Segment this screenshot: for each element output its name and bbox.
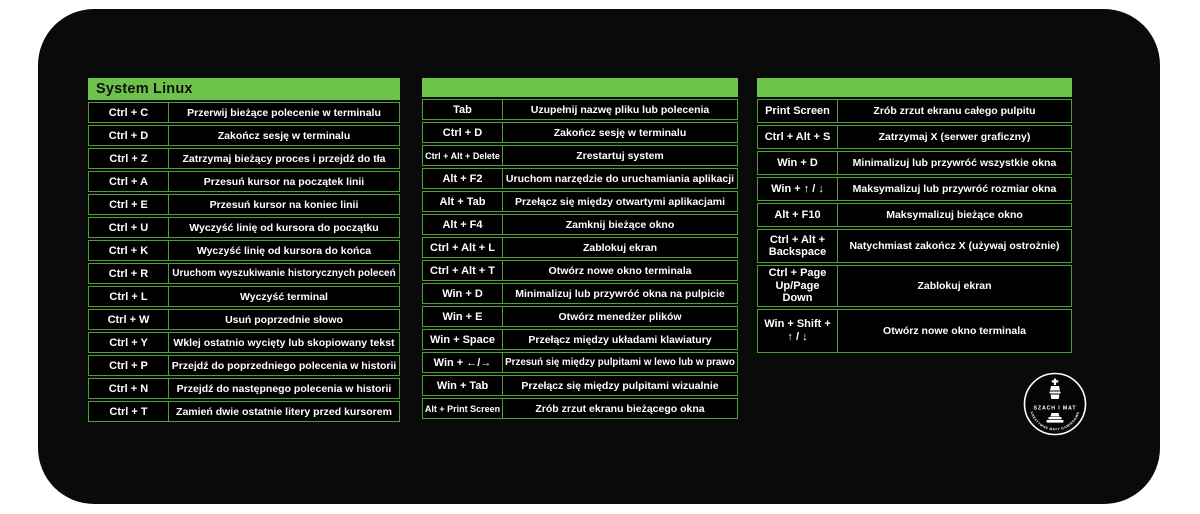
shortcut-description: Wklej ostatnio wycięty lub skopiowany tekst (173, 336, 395, 349)
shortcut-row (422, 237, 738, 258)
shortcut-key: Ctrl + N (89, 379, 169, 398)
shortcut-row (88, 125, 400, 146)
table-header-strip (422, 78, 738, 97)
shortcut-key: Ctrl + A (89, 172, 169, 191)
shortcut-key: Win + D (758, 152, 838, 174)
shortcut-key: Ctrl + Alt + S (758, 126, 838, 148)
shortcut-row (422, 214, 738, 235)
shortcut-row (422, 352, 738, 373)
shortcut-description: Zamień dwie ostatnie litery przed kursorem (176, 405, 392, 418)
shortcut-key: Alt + F4 (423, 215, 503, 234)
shortcut-key: Win + Tab (423, 376, 503, 395)
shortcut-key: Win + D (423, 284, 503, 303)
shortcut-row (88, 148, 400, 169)
shortcut-key: Alt + F2 (423, 169, 503, 188)
table-system-shortcuts (422, 78, 738, 419)
shortcut-row (88, 217, 400, 238)
logo-brand-text: SZACH I MAT (1033, 405, 1077, 412)
shortcut-description: Przełącz się między otwartymi aplikacjami (514, 195, 726, 208)
shortcut-row (422, 122, 738, 143)
shortcut-key: Win + ←/→ (423, 353, 503, 372)
shortcut-row (422, 99, 738, 120)
shortcut-key: Ctrl + K (89, 241, 169, 260)
shortcut-row (757, 265, 1072, 307)
shortcut-description: Minimalizuj lub przywróć okna na pulpicie (515, 287, 725, 300)
table-linux-terminal-shortcuts (88, 78, 400, 422)
shortcut-key: Win + ↑ / ↓ (758, 178, 838, 200)
shortcut-description: Zamknij bieżące okno (565, 218, 675, 231)
shortcut-description: Zablokuj ekran (917, 279, 992, 292)
shortcut-row (422, 306, 738, 327)
table-header-strip (757, 78, 1072, 97)
shortcut-key: Ctrl + Alt + T (423, 261, 503, 280)
shortcut-description: Przesuń kursor na początek linii (203, 175, 365, 188)
shortcut-key: Ctrl + D (423, 123, 503, 142)
shortcut-description: Wyczyść terminal (240, 290, 328, 303)
shortcut-row (757, 151, 1072, 175)
shortcut-description: Maksymalizuj lub przywróć rozmiar okna (852, 183, 1057, 195)
shortcut-row (757, 203, 1072, 227)
shortcut-row (88, 355, 400, 376)
shortcut-description: Wyczyść linię od kursora do końca (196, 244, 372, 257)
shortcut-description: Zrestartuj system (576, 149, 664, 162)
shortcut-description: Usuń poprzednie słowo (225, 313, 343, 326)
shortcut-key: Ctrl + D (89, 126, 169, 145)
shortcut-key: Ctrl + E (89, 195, 169, 214)
shortcut-description: Minimalizuj lub przywróć wszystkie okna (852, 157, 1057, 169)
shortcut-key: Ctrl + Z (89, 149, 169, 168)
shortcut-description: Zrób zrzut ekranu bieżącego okna (535, 402, 705, 415)
shortcut-row (88, 240, 400, 261)
shortcut-description: Zakończ sesję w terminalu (553, 126, 687, 139)
shortcut-key: Ctrl + Alt + L (423, 238, 503, 257)
shortcut-description: Uruchom narzędzie do uruchamiania aplikacji (505, 172, 735, 185)
shortcut-key: Win + Shift + ↑ / ↓ (758, 310, 838, 352)
shortcut-key: Ctrl + T (89, 402, 169, 421)
shortcut-row (422, 329, 738, 350)
desk-mat (38, 9, 1160, 504)
table-title: System Linux (88, 78, 400, 100)
shortcut-row (422, 145, 738, 166)
shortcut-row (757, 125, 1072, 149)
shortcut-description: Uruchom wyszukiwanie historycznych poleceń (172, 268, 396, 279)
szach-i-mat-logo (1021, 370, 1089, 438)
shortcut-row (422, 398, 738, 419)
shortcut-description: Otwórz menedżer plików (558, 310, 682, 323)
shortcut-key: Win + Space (423, 330, 503, 349)
shortcut-row (88, 401, 400, 422)
shortcut-key: Alt + Tab (423, 192, 503, 211)
shortcut-row (422, 375, 738, 396)
shortcut-key: Alt + Print Screen (423, 399, 503, 418)
shortcut-key: Alt + F10 (758, 204, 838, 226)
shortcut-description: Przesuń kursor na koniec linii (209, 198, 359, 211)
shortcut-key: Ctrl + W (89, 310, 169, 329)
shortcut-row (88, 309, 400, 330)
shortcut-description: Przejdź do następnego polecenia w historii (176, 382, 392, 395)
shortcut-description: Zakończ sesję w terminalu (217, 129, 351, 142)
shortcut-row (757, 309, 1072, 353)
shortcut-key: Ctrl + R (89, 264, 169, 283)
shortcut-row (88, 286, 400, 307)
shortcut-row (757, 177, 1072, 201)
shortcut-description: Zatrzymaj bieżący proces i przejdź do tła (182, 152, 386, 165)
shortcut-key: Ctrl + P (89, 356, 169, 375)
shortcut-description: Przejdź do poprzedniego polecenia w historii (171, 359, 397, 372)
shortcut-key: Ctrl + Alt + Backspace (758, 230, 838, 262)
shortcut-key: Print Screen (758, 100, 838, 122)
shortcut-description: Zablokuj ekran (582, 241, 658, 254)
shortcut-description: Przerwij bieżące polecenie w terminalu (187, 106, 381, 119)
shortcut-row (88, 171, 400, 192)
shortcut-row (88, 194, 400, 215)
shortcut-row (422, 168, 738, 189)
shortcut-description: Otwórz nowe okno terminala (548, 264, 692, 277)
shortcut-description: Maksymalizuj bieżące okno (886, 209, 1023, 221)
shortcut-description: Otwórz nowe okno terminala (883, 324, 1026, 337)
shortcut-description: Wyczyść linię od kursora do początku (189, 221, 379, 234)
shortcut-row (422, 260, 738, 281)
shortcut-row (757, 99, 1072, 123)
logo-tagline-text: KREATYWNE MATY GAMINGOWE (1029, 410, 1081, 432)
shortcut-key: Tab (423, 100, 503, 119)
shortcut-key: Ctrl + Page Up/Page Down (758, 266, 838, 306)
shortcut-key: Win + E (423, 307, 503, 326)
shortcut-row (757, 229, 1072, 263)
shortcut-description: Przełącz między układami klawiatury (528, 333, 712, 346)
shortcut-description: Zatrzymaj X (serwer graficzny) (878, 131, 1031, 143)
shortcut-row (88, 378, 400, 399)
shortcut-key: Ctrl + L (89, 287, 169, 306)
shortcut-row (88, 263, 400, 284)
shortcut-key: Ctrl + Y (89, 333, 169, 352)
shortcut-key: Ctrl + Alt + Delete (423, 146, 503, 165)
table-window-shortcuts (757, 78, 1072, 353)
shortcut-row (422, 283, 738, 304)
shortcut-row (88, 102, 400, 123)
shortcut-row (88, 332, 400, 353)
shortcut-key: Ctrl + C (89, 103, 169, 122)
shortcut-description: Przełącz się między pulpitami wizualnie (521, 379, 719, 392)
shortcut-description: Przesuń się między pulpitami w lewo lub w prawo (505, 357, 735, 368)
shortcut-description: Uzupełnij nazwę pliku lub polecenia (530, 103, 710, 116)
shortcut-description: Zrób zrzut ekranu całego pulpitu (873, 105, 1036, 117)
shortcut-row (422, 191, 738, 212)
shortcut-key: Ctrl + U (89, 218, 169, 237)
shortcut-description: Natychmiast zakończ X (używaj ostrożnie) (849, 240, 1060, 252)
